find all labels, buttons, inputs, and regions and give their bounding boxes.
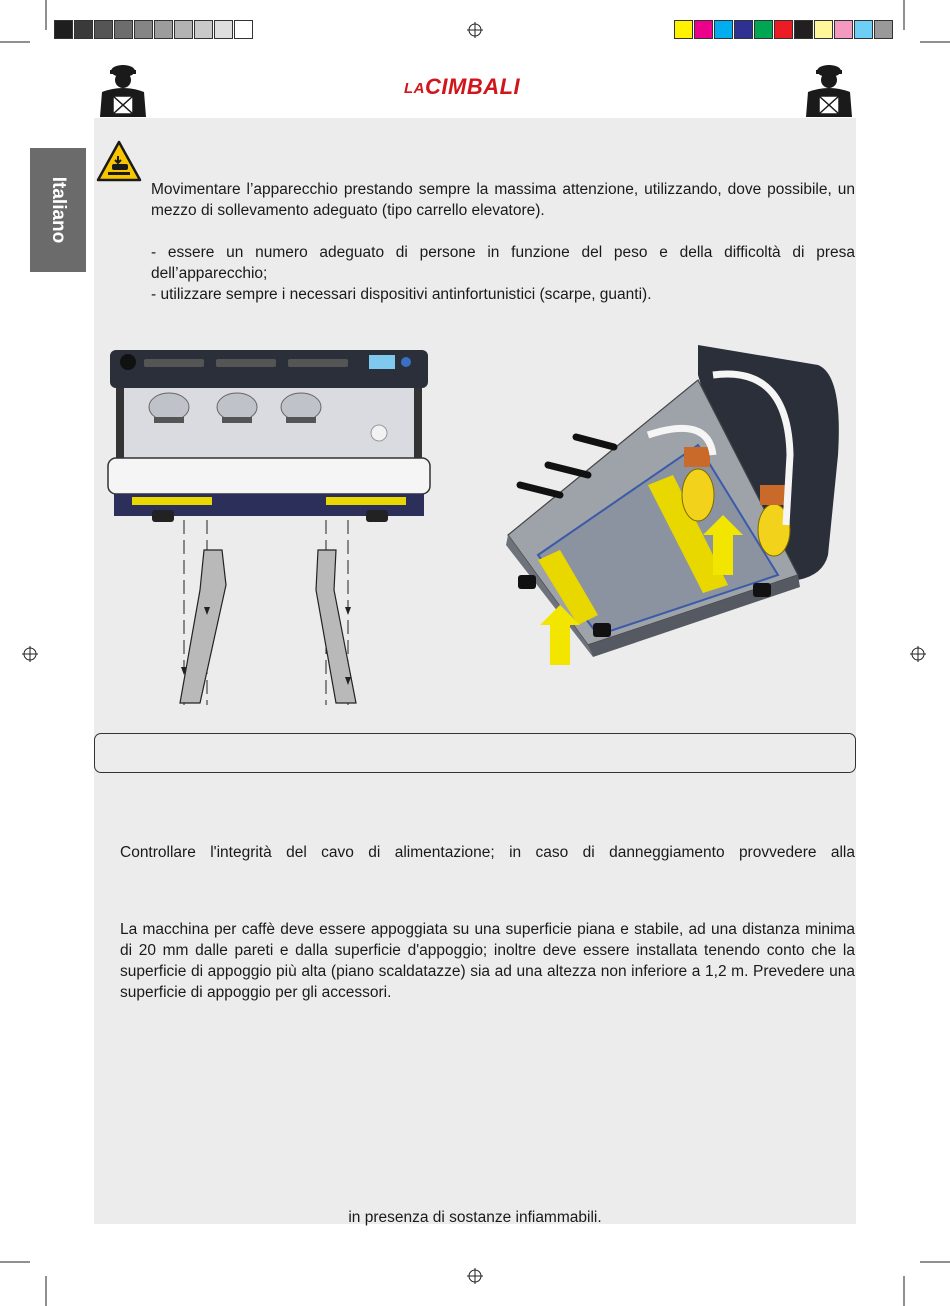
grey-swatch — [134, 20, 153, 39]
brand-logo-name: CIMBALI — [425, 74, 521, 99]
body-paragraph-placement: La macchina per caffè deve essere appoggiata su una superficie piana e stabile, ad una distanza minima di 20 mm dalle pareti e dalla superficie d'appoggio; inoltre deve essere installata tenendo conto che la superficie di appoggio più alta (piano scaldatazze) sia ad una altezza non inferiore a 1,2 m. Prevedere una superficie di appoggio per gli accessori. — [120, 921, 855, 1001]
section-heading-box — [94, 733, 856, 773]
grey-swatch — [74, 20, 93, 39]
color-swatch — [814, 20, 833, 39]
color-swatch — [734, 20, 753, 39]
grey-calibration-bar — [54, 20, 253, 40]
color-swatch — [694, 20, 713, 39]
brand-logo — [404, 74, 520, 100]
language-side-tab-label: Italiano — [48, 176, 69, 244]
body-paragraph-cable: Controllare l'integrità del cavo di alimentazione; in caso di danneggiamento provvedere alla — [120, 844, 855, 861]
color-swatch — [754, 20, 773, 39]
operator-icon-left — [96, 62, 150, 118]
color-swatch — [794, 20, 813, 39]
color-calibration-bar — [674, 20, 893, 40]
grey-swatch — [154, 20, 173, 39]
hand-crush-warning-icon — [96, 140, 142, 182]
registration-mark-bottom — [467, 1268, 483, 1284]
grey-swatch — [174, 20, 193, 39]
color-swatch — [674, 20, 693, 39]
grey-swatch — [214, 20, 233, 39]
grey-swatch — [114, 20, 133, 39]
color-swatch — [834, 20, 853, 39]
grey-swatch — [194, 20, 213, 39]
color-swatch — [774, 20, 793, 39]
machine-tilted-lift-illustration — [498, 335, 848, 670]
operator-icon-right — [802, 62, 856, 118]
footer-line: in presenza di sostanze infiammabili. — [348, 1209, 602, 1226]
grey-swatch — [234, 20, 253, 39]
warning-bullet-2: - utilizzare sempre i necessari dispositivi antinfortunistici (scarpe, guanti). — [151, 286, 652, 303]
registration-mark-left — [22, 646, 38, 662]
grey-swatch — [54, 20, 73, 39]
machine-front-lift-illustration — [104, 345, 434, 710]
warning-bullet-1: - essere un numero adeguato di persone in funzione del peso e della difficoltà di presa dell’apparecchio; — [151, 244, 855, 282]
warning-intro-text: Movimentare l’apparecchio prestando sempre la massima attenzione, utilizzando, dove possibile, un mezzo di sollevamento adeguato (tipo carrello elevatore). — [151, 181, 855, 219]
language-side-tab — [30, 148, 86, 272]
grey-swatch — [94, 20, 113, 39]
color-swatch — [874, 20, 893, 39]
registration-mark-right — [910, 646, 926, 662]
color-swatch — [714, 20, 733, 39]
registration-mark-top — [467, 22, 483, 38]
color-swatch — [854, 20, 873, 39]
brand-logo-prefix: LA — [404, 80, 425, 97]
